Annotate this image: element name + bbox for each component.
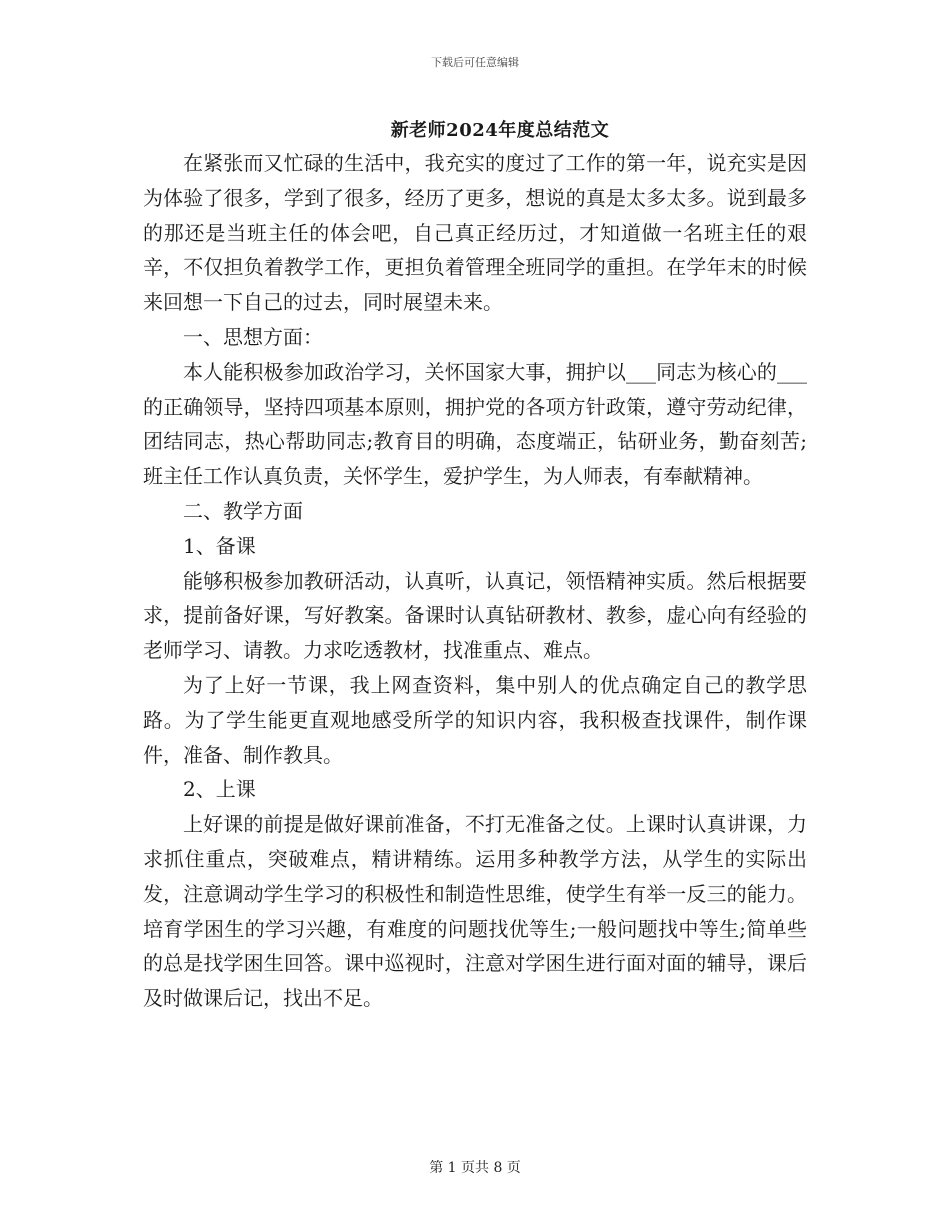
paragraph-class: 上好课的前提是做好课前准备，不打无准备之仗。上课时认真讲课，力求抓住重点，突破难点，精讲精练。运用多种教学方法，从学生的实际出发，注意调动学生学习的积极性和制造性思维，使学生有举一反三的能力。培育学困生的学习兴趣，有难度的问题找优等生;一般问题找中等生;简单些的总是找学困生回答。课中巡视时，注意对学困生进行面对面的辅导，课后及时做课后记，找出不足。 <box>143 812 807 1011</box>
subheading-lesson-prep: 1、备课 <box>183 533 256 558</box>
paragraph-lesson-prep: 能够积极参加教研活动，认真听，认真记，领悟精神实质。然后根据要求，提前备好课，写好教案。备课时认真钻研教材、教参，虚心向有经验的老师学习、请教。力求吃透教材，找准重点、难点。 <box>143 568 807 663</box>
heading-thought: 一、思想方面： <box>183 324 323 349</box>
paragraph-lesson-design: 为了上好一节课，我上网查资料，集中别人的优点确定自己的教学思路。为了学生能更直观地感受所学的知识内容，我积极查找课件，制作课件，准备、制作教具。 <box>143 672 807 767</box>
document-title: 新老师2024年度总结范文 <box>390 120 610 141</box>
paragraph-intro: 在紧张而又忙碌的生活中，我充实的度过了工作的第一年，说充实是因为体验了很多，学到了很多，经历了更多，想说的真是太多太多。说到最多的那还是当班主任的体会吧，自己真正经历过，才知道做一名班主任的艰辛，不仅担负着教学工作，更担负着管理全班同学的重担。在学年末的时候来回想一下自己的过去，同时展望未来。 <box>143 151 807 315</box>
paragraph-thought: 本人能积极参加政治学习，关怀国家大事，拥护以___同志为核心的___的正确领导，坚持四项基本原则，拥护党的各项方针政策，遵守劳动纪律，团结同志，热心帮助同志;教育目的明确，态度端正，钻研业务，勤奋刻苦;班主任工作认真负责，关怀学生，爱护学生，为人师表，有奉献精神。 <box>143 359 807 489</box>
page-number: 第 1 页共 8 页 <box>429 1160 521 1176</box>
document-body <box>143 146 807 1016</box>
header-note: 下载后可任意编辑 <box>431 56 519 69</box>
heading-teaching: 二、教学方面 <box>183 498 303 523</box>
subheading-class: 2、上课 <box>183 777 256 802</box>
